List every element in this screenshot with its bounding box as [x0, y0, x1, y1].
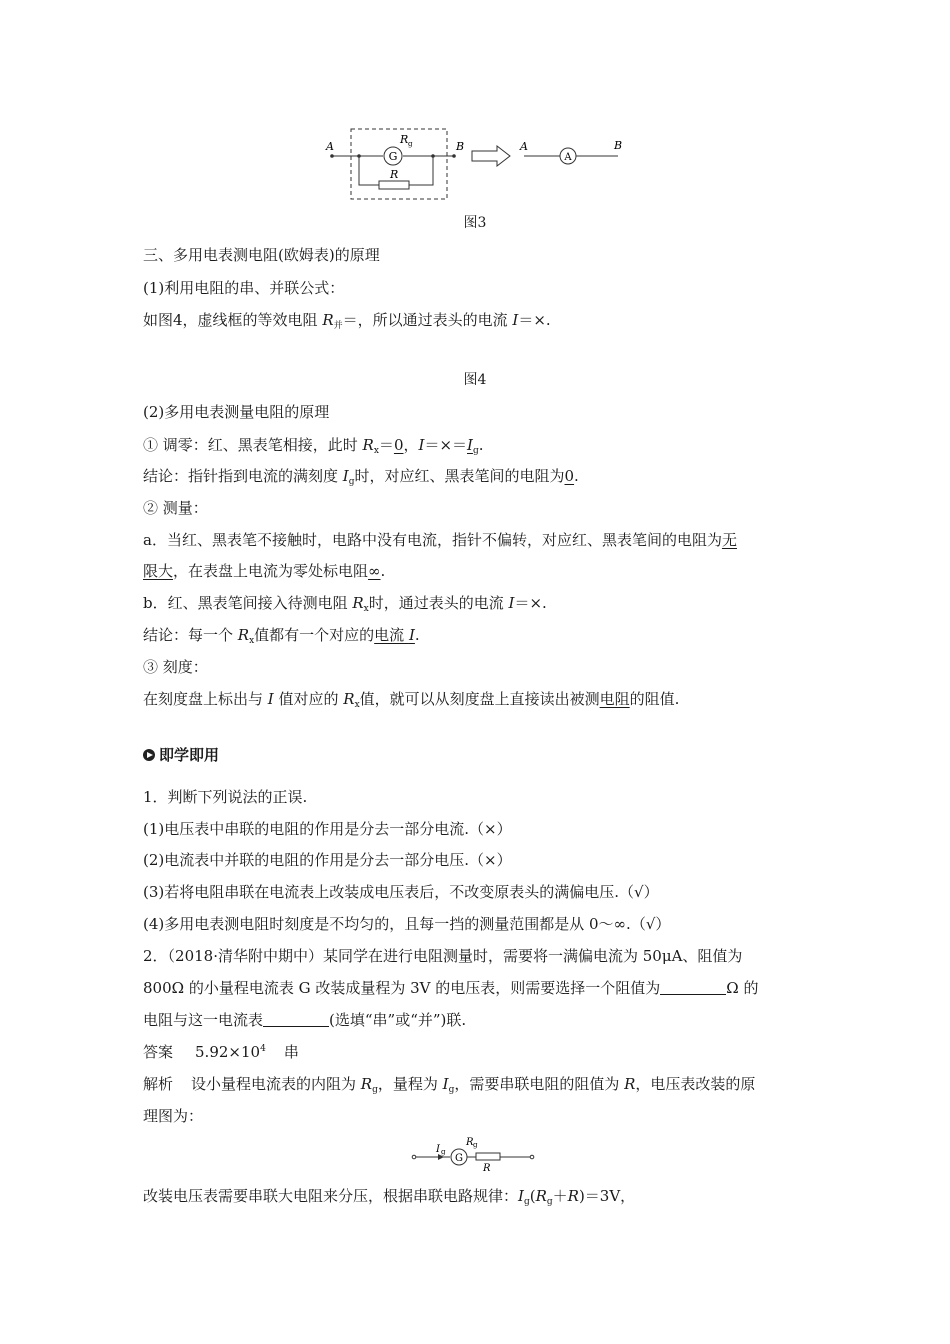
- paragraph-scale-detail: 在刻度盘上标出与 I 值对应的 $R_x$值，就可以从刻度盘上直接读出被测电阻的阻值.: [143, 690, 680, 710]
- figure-3-circuit: [320, 125, 630, 207]
- paragraph-conclusion-2: 结论：每一个 $R_x$值都有一个对应的电流 I.: [143, 626, 420, 646]
- resistor-r: [476, 1153, 500, 1160]
- node-b2-label: B: [614, 139, 623, 152]
- resistor-r: [379, 181, 409, 189]
- node-b-label: B: [456, 140, 465, 153]
- paragraph-formula-intro: (1)利用电阻的串、并联公式：: [143, 279, 345, 297]
- question-1-item-3: (3)若将电阻串联在电流表上改装成电压表后，不改变原表头的满偏电压.（√）: [143, 883, 659, 901]
- question-2-line-2: 800Ω 的小量程电流表 G 改装成量程为 3V 的电压表，则需要选择一个阻值为 Ω 的: [143, 979, 759, 997]
- paragraph-measure-b: b．红、黑表笔间接入待测电阻 $R_x$时，通过表头的电流 I＝×.: [143, 594, 547, 614]
- practice-heading: 即学即用: [143, 745, 219, 765]
- paragraph-measure-a: a．当红、黑表笔不接触时，电路中没有电流，指针不偏转，对应红、黑表笔间的电阻为无: [143, 531, 737, 549]
- rg-label: R: [466, 1137, 474, 1148]
- ammeter-label: A: [564, 152, 572, 163]
- rg-sub: g: [408, 140, 413, 148]
- question-2-line-1: 2．（2018·清华附中期中）某同学在进行电阻测量时，需要将一满偏电流为 50μA、阻值为: [143, 947, 743, 965]
- ig-label: I: [436, 1144, 440, 1155]
- section-3-heading: 三、多用电表测电阻(欧姆表)的原理: [143, 246, 380, 264]
- answer-blank-1: [660, 980, 726, 995]
- r-label: R: [483, 1163, 491, 1174]
- question-1-item-2: (2)电流表中并联的电阻的作用是分去一部分电压.（×）: [143, 851, 512, 869]
- explanation-line-3: 改装电压表需要串联大电阻来分压，根据串联电路规律：$I_g(R_g+R)=3V$，: [143, 1187, 636, 1207]
- paragraph-equivalent-resistance: 如图4，虚线框的等效电阻 $R_并=$，所以通过表头的电流 I＝×.: [143, 311, 551, 331]
- paragraph-measure: ② 测量：: [143, 499, 208, 517]
- r-label: R: [390, 168, 399, 181]
- question-1-item-1: (1)电压表中串联的电阻的作用是分去一部分电流.（×）: [143, 820, 512, 838]
- paragraph-measure-a-cont: 限大，在表盘上电流为零处标电阻∞.: [143, 562, 386, 580]
- question-1: 1．判断下列说法的正误.: [143, 788, 308, 806]
- galvanometer-label: G: [455, 1153, 463, 1164]
- question-2-line-3: 电阻与这一电流表 (选填“串”或“并”)联.: [143, 1011, 467, 1029]
- explanation-line-2: 理图为：: [143, 1107, 204, 1125]
- play-icon: [143, 749, 155, 761]
- rg-sub: g: [473, 1141, 478, 1149]
- answer-line: 答案 $5.92\times 10^4$ 串: [143, 1043, 299, 1061]
- ig-sub: g: [441, 1148, 446, 1156]
- voltmeter-circuit: [408, 1136, 538, 1176]
- galvanometer-label: G: [388, 150, 398, 163]
- paragraph-principle: (2)多用电表测量电阻的原理: [143, 403, 330, 421]
- answer-blank-2: [263, 1012, 329, 1027]
- explanation-line-1: 解析 设小量程电流表的内阻为 $R_g$，量程为 $I_g$，需要串联电阻的阻值为 R，电压表改装的原: [143, 1075, 756, 1095]
- question-1-item-4: (4)多用电表测电阻时刻度是不均匀的，且每一挡的测量范围都是从 0～∞.（√）: [143, 915, 671, 933]
- arrow-right-icon: [472, 146, 510, 166]
- rg-label: R: [400, 133, 409, 146]
- paragraph-scale: ③ 刻度：: [143, 658, 208, 676]
- node-a2-label: A: [520, 140, 528, 153]
- node-a-label: A: [326, 140, 334, 153]
- figure-4-caption: 图4: [463, 372, 487, 388]
- paragraph-zeroing: ① 调零：红、黑表笔相接，此时 $R_x=0$，$I=\times=I_g$.: [143, 436, 484, 456]
- figure-3-caption: 图3: [463, 215, 487, 231]
- paragraph-conclusion-1: 结论：指针指到电流的满刻度 $I_g$时，对应红、黑表笔间的电阻为0.: [143, 467, 579, 487]
